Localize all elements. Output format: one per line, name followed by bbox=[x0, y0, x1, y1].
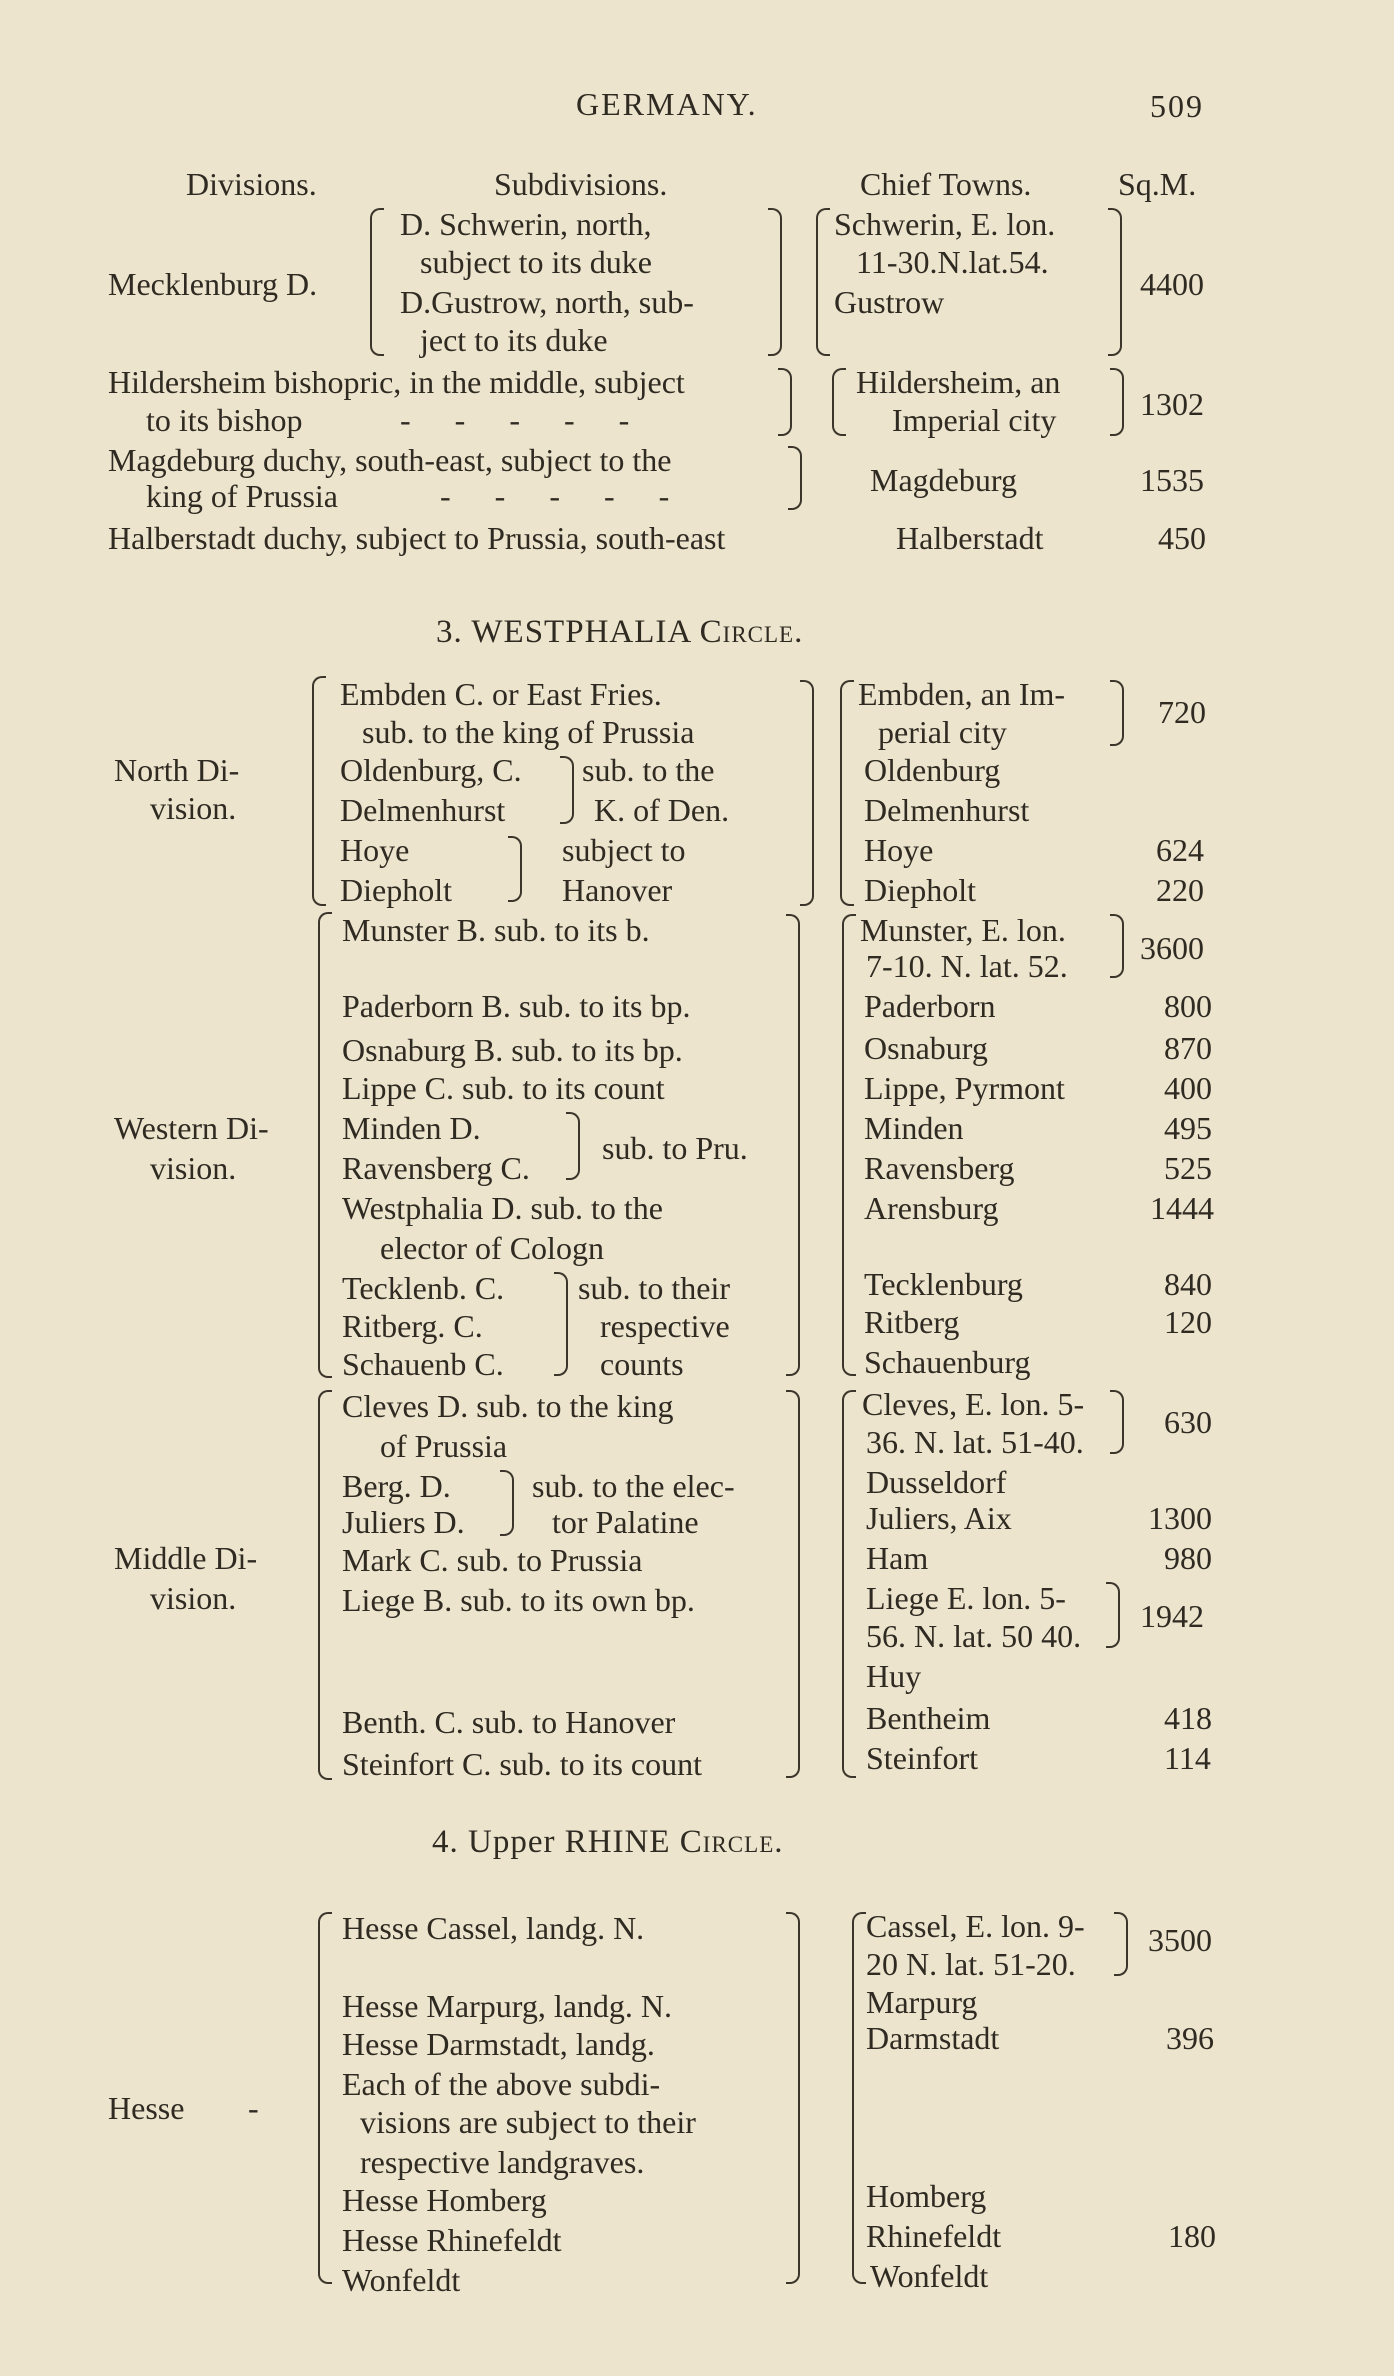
chief-town: Hoye bbox=[864, 832, 934, 868]
chief-town: Lippe, Pyrmont bbox=[864, 1070, 1065, 1106]
division-name: Hesse bbox=[108, 2090, 185, 2126]
subdivision: Delmenhurst bbox=[340, 792, 506, 828]
square-miles: 495 bbox=[1164, 1110, 1212, 1146]
square-miles: 3500 bbox=[1148, 1922, 1212, 1958]
chief-town: Schauenburg bbox=[864, 1344, 1031, 1380]
chief-town: Tecklenburg bbox=[864, 1266, 1023, 1302]
brace bbox=[832, 368, 846, 436]
square-miles: 220 bbox=[1156, 872, 1204, 908]
brace bbox=[816, 208, 830, 356]
chief-town: Schwerin, E. lon. bbox=[834, 206, 1056, 242]
chief-town: Oldenburg bbox=[864, 752, 1001, 788]
square-miles: 720 bbox=[1158, 694, 1206, 730]
chief-town: Ham bbox=[866, 1540, 929, 1576]
col-chief-towns: Chief Towns. bbox=[860, 166, 1032, 202]
section-heading bbox=[436, 614, 803, 650]
section-heading-number: 3. WESTPHALIA bbox=[436, 614, 691, 650]
subdivision: Hesse Rhinefeldt bbox=[342, 2222, 562, 2258]
square-miles: 4400 bbox=[1140, 266, 1204, 302]
division-line: Magdeburg duchy, south-east, subject to the bbox=[108, 442, 672, 478]
square-miles: 418 bbox=[1164, 1700, 1212, 1736]
chief-town: Cassel, E. lon. 9- bbox=[866, 1908, 1085, 1944]
division-line: Hildersheim bishopric, in the middle, subject bbox=[108, 364, 685, 400]
chief-town: Minden bbox=[864, 1110, 964, 1146]
brace bbox=[768, 208, 782, 356]
chief-town: 56. N. lat. 50 40. bbox=[866, 1618, 1082, 1654]
square-miles: 120 bbox=[1164, 1304, 1212, 1340]
square-miles: 1535 bbox=[1140, 462, 1204, 498]
subdivision: sub. to the king of Prussia bbox=[362, 714, 695, 750]
subdivision: D.Gustrow, north, sub- bbox=[400, 284, 694, 320]
subdivision: visions are subject to their bbox=[360, 2104, 696, 2140]
chief-town: Ritberg bbox=[864, 1304, 960, 1340]
brace bbox=[1110, 680, 1124, 746]
chief-town: 7-10. N. lat. 52. bbox=[866, 948, 1068, 984]
chief-town: Steinfort bbox=[866, 1740, 978, 1776]
square-miles: 1302 bbox=[1140, 386, 1204, 422]
col-sq-m: Sq.M. bbox=[1118, 166, 1197, 202]
square-miles: 525 bbox=[1164, 1150, 1212, 1186]
subdivision: Munster B. sub. to its b. bbox=[342, 912, 650, 948]
section-heading-number: 4. Upper bbox=[432, 1824, 556, 1860]
brace bbox=[566, 1112, 580, 1180]
brace bbox=[554, 1272, 568, 1376]
subdivision: Hesse Homberg bbox=[342, 2182, 547, 2218]
chief-town: Huy bbox=[866, 1658, 922, 1694]
brace bbox=[852, 1912, 866, 2284]
division-line: to its bishop bbox=[146, 402, 303, 438]
subdivision-note: sub. to Pru. bbox=[602, 1130, 748, 1166]
chief-town: Dusseldorf bbox=[866, 1464, 1007, 1500]
subdivision-note: sub. to the elec- bbox=[532, 1468, 735, 1504]
subdivision: Wonfeldt bbox=[342, 2262, 461, 2298]
subdivision: Hoye bbox=[340, 832, 410, 868]
subdivision: Oldenburg, C. bbox=[340, 752, 522, 788]
subdivision: of Prussia bbox=[380, 1428, 508, 1464]
chief-town: Homberg bbox=[866, 2178, 987, 2214]
brace bbox=[778, 368, 792, 436]
subdivision: Paderborn B. sub. to its bp. bbox=[342, 988, 691, 1024]
subdivision: Each of the above subdi- bbox=[342, 2066, 661, 2102]
square-miles: 400 bbox=[1164, 1070, 1212, 1106]
subdivision: Schauenb C. bbox=[342, 1346, 504, 1382]
brace bbox=[786, 1912, 800, 2284]
chief-town: Osnaburg bbox=[864, 1030, 988, 1066]
subdivision: subject to its duke bbox=[420, 244, 652, 280]
brace bbox=[788, 446, 802, 510]
chief-town: Arensburg bbox=[864, 1190, 999, 1226]
brace bbox=[318, 1912, 332, 2284]
subdivision: Ravensberg C. bbox=[342, 1150, 530, 1186]
square-miles: 840 bbox=[1164, 1266, 1212, 1302]
section-heading-word: Circle. bbox=[679, 1824, 784, 1860]
subdivision-note: subject to bbox=[562, 832, 686, 868]
division-name: Mecklenburg D. bbox=[108, 266, 318, 302]
division-name: vision. bbox=[150, 1580, 237, 1616]
division-name: vision. bbox=[150, 1150, 237, 1186]
chief-town: Cleves, E. lon. 5- bbox=[862, 1386, 1085, 1422]
chief-town: Marpurg bbox=[866, 1984, 978, 2020]
division-name: North Di- bbox=[114, 752, 240, 788]
brace bbox=[840, 680, 854, 906]
brace bbox=[318, 912, 332, 1378]
brace bbox=[312, 676, 326, 906]
chief-town: Diepholt bbox=[864, 872, 976, 908]
section-heading-word: Circle. bbox=[699, 614, 804, 650]
chief-town: Delmenhurst bbox=[864, 792, 1030, 828]
division-name: Middle Di- bbox=[114, 1540, 258, 1576]
subdivision: Steinfort C. sub. to its count bbox=[342, 1746, 702, 1782]
brace bbox=[1108, 208, 1122, 356]
chief-town: Imperial city bbox=[892, 402, 1057, 438]
division-line: king of Prussia bbox=[146, 478, 338, 514]
subdivision: Juliers D. bbox=[342, 1504, 465, 1540]
square-miles: 980 bbox=[1164, 1540, 1212, 1576]
chief-town: Bentheim bbox=[866, 1700, 991, 1736]
subdivision: Cleves D. sub. to the king bbox=[342, 1388, 674, 1424]
chief-town: Embden, an Im- bbox=[858, 676, 1066, 712]
subdivision: Tecklenb. C. bbox=[342, 1270, 505, 1306]
square-miles: 1942 bbox=[1140, 1598, 1204, 1634]
subdivision: respective landgraves. bbox=[360, 2144, 645, 2180]
subdivision: Mark C. sub. to Prussia bbox=[342, 1542, 643, 1578]
brace bbox=[370, 208, 384, 356]
subdivision: Hesse Marpurg, landg. N. bbox=[342, 1988, 673, 2024]
leader-dash: - bbox=[248, 2090, 259, 2126]
chief-town: 36. N. lat. 51-40. bbox=[866, 1424, 1084, 1460]
division-name: Western Di- bbox=[114, 1110, 269, 1146]
leader-dashes: - - - - - bbox=[440, 478, 688, 514]
square-miles: 870 bbox=[1164, 1030, 1212, 1066]
subdivision: Berg. D. bbox=[342, 1468, 451, 1504]
division-line: Halberstadt duchy, subject to Prussia, south-east bbox=[108, 520, 726, 556]
subdivision: Westphalia D. sub. to the bbox=[342, 1190, 663, 1226]
brace bbox=[318, 1390, 332, 1780]
subdivision: ject to its duke bbox=[420, 322, 608, 358]
subdivision: elector of Cologn bbox=[380, 1230, 604, 1266]
subdivision: Ritberg. C. bbox=[342, 1308, 483, 1344]
running-title: GERMANY. bbox=[576, 86, 758, 122]
subdivision: Liege B. sub. to its own bp. bbox=[342, 1582, 695, 1618]
section-heading bbox=[432, 1824, 784, 1860]
subdivision: Hesse Cassel, landg. N. bbox=[342, 1910, 645, 1946]
square-miles: 450 bbox=[1158, 520, 1206, 556]
square-miles: 180 bbox=[1168, 2218, 1216, 2254]
chief-town: Halberstadt bbox=[896, 520, 1044, 556]
chief-town: Hildersheim, an bbox=[856, 364, 1061, 400]
brace bbox=[560, 756, 574, 824]
chief-town: Paderborn bbox=[864, 988, 996, 1024]
subdivision: Minden D. bbox=[342, 1110, 481, 1146]
square-miles: 1300 bbox=[1148, 1500, 1212, 1536]
chief-town: Wonfeldt bbox=[870, 2258, 989, 2294]
brace bbox=[786, 1390, 800, 1778]
brace bbox=[1106, 1582, 1120, 1648]
brace bbox=[1110, 1390, 1124, 1454]
subdivision-note: Hanover bbox=[562, 872, 673, 908]
square-miles: 630 bbox=[1164, 1404, 1212, 1440]
subdivision: Benth. C. sub. to Hanover bbox=[342, 1704, 676, 1740]
brace bbox=[1114, 1912, 1128, 1976]
square-miles: 624 bbox=[1156, 832, 1204, 868]
subdivision: D. Schwerin, north, bbox=[400, 206, 652, 242]
brace bbox=[800, 680, 814, 906]
subdivision-note: respective bbox=[600, 1308, 730, 1344]
subdivision: Diepholt bbox=[340, 872, 452, 908]
subdivision-note: tor Palatine bbox=[552, 1504, 699, 1540]
chief-town: Gustrow bbox=[834, 284, 945, 320]
section-heading-main: RHINE bbox=[564, 1824, 671, 1860]
brace bbox=[1110, 368, 1124, 436]
leader-dashes: - - - - - bbox=[400, 402, 648, 438]
square-miles: 396 bbox=[1166, 2020, 1214, 2056]
square-miles: 3600 bbox=[1140, 930, 1204, 966]
subdivision-note: sub. to the bbox=[582, 752, 715, 788]
chief-town: Rhinefeldt bbox=[866, 2218, 1002, 2254]
square-miles: 114 bbox=[1164, 1740, 1211, 1776]
subdivision-note: K. of Den. bbox=[594, 792, 730, 828]
page-number: 509 bbox=[1150, 88, 1204, 124]
brace bbox=[842, 914, 856, 1376]
chief-town: perial city bbox=[878, 714, 1007, 750]
chief-town: Ravensberg bbox=[864, 1150, 1015, 1186]
subdivision: Hesse Darmstadt, landg. bbox=[342, 2026, 655, 2062]
chief-town: 11-30.N.lat.54. bbox=[856, 244, 1049, 280]
square-miles: 800 bbox=[1164, 988, 1212, 1024]
brace bbox=[508, 836, 522, 902]
brace bbox=[786, 914, 800, 1376]
subdivision: Lippe C. sub. to its count bbox=[342, 1070, 665, 1106]
division-name: vision. bbox=[150, 790, 237, 826]
chief-town: Magdeburg bbox=[870, 462, 1017, 498]
chief-town: Munster, E. lon. bbox=[860, 912, 1066, 948]
col-divisions: Divisions. bbox=[186, 166, 317, 202]
subdivision: Embden C. or East Fries. bbox=[340, 676, 662, 712]
subdivision-note: sub. to their bbox=[578, 1270, 730, 1306]
brace bbox=[1110, 914, 1124, 978]
col-subdivisions: Subdivisions. bbox=[494, 166, 668, 202]
subdivision-note: counts bbox=[600, 1346, 684, 1382]
chief-town: Darmstadt bbox=[866, 2020, 1000, 2056]
chief-town: Liege E. lon. 5- bbox=[866, 1580, 1066, 1616]
chief-town: Juliers, Aix bbox=[866, 1500, 1012, 1536]
chief-town: 20 N. lat. 51-20. bbox=[866, 1946, 1076, 1982]
square-miles: 1444 bbox=[1150, 1190, 1214, 1226]
brace bbox=[842, 1390, 856, 1778]
subdivision: Osnaburg B. sub. to its bp. bbox=[342, 1032, 683, 1068]
brace bbox=[500, 1470, 514, 1536]
